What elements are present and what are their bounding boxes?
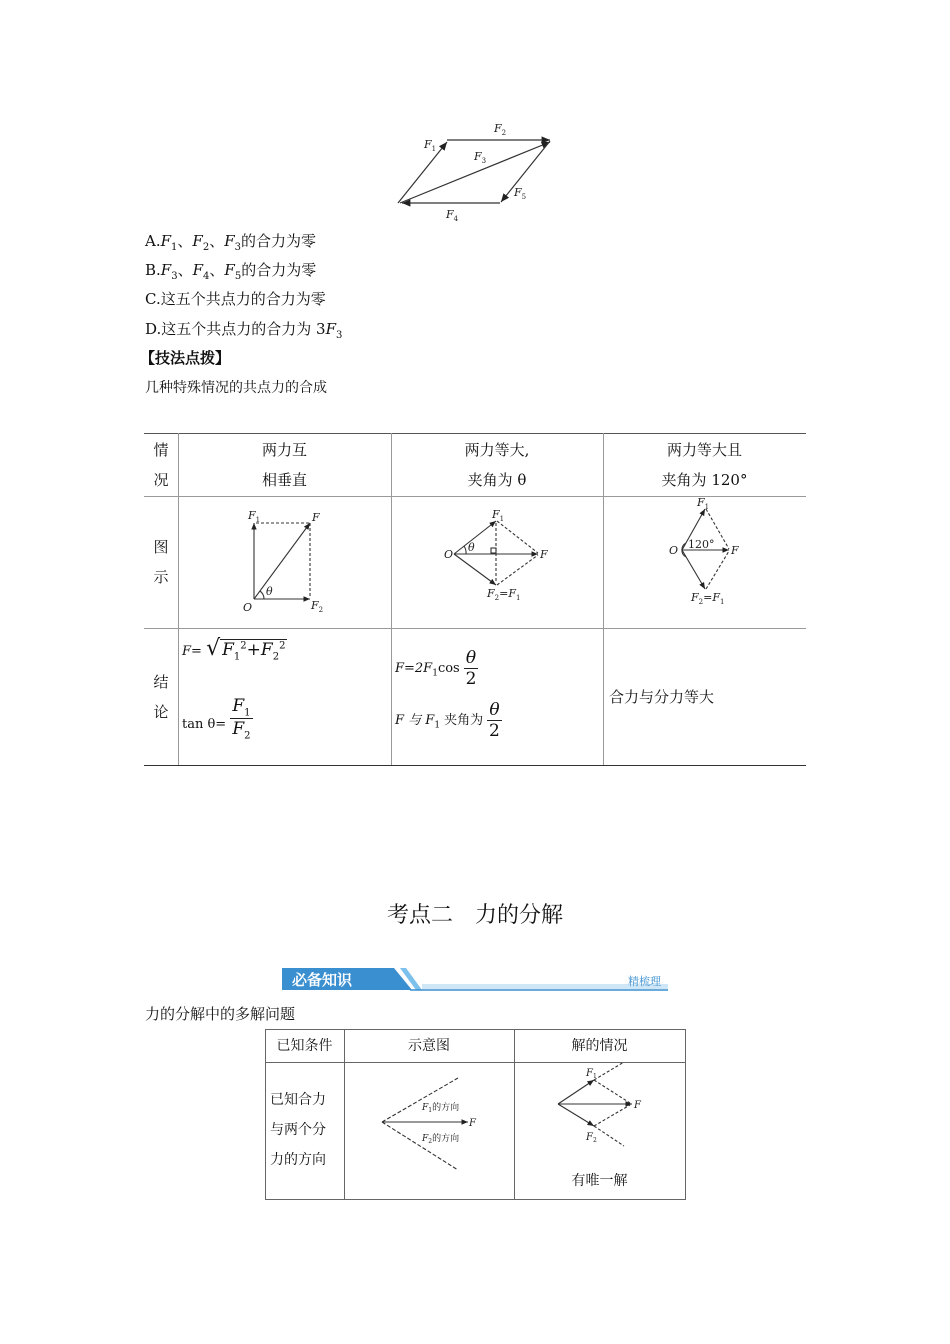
svg-text:F: F — [540, 548, 548, 561]
conclusion-perpendicular-tan: tan θ= $\frac{F_1}{F_2}$ — [182, 696, 251, 742]
figure-equal-120 — [665, 495, 755, 610]
svg-text:120°: 120° — [688, 538, 715, 551]
label-f4: $F_4$ — [446, 208, 459, 223]
svg-text:F: F — [312, 511, 320, 524]
header-condition: 已知条件 — [276, 1038, 333, 1054]
decomposition-intro: 力的分解中的多解问题 — [145, 1005, 296, 1023]
header-diagram: 示意图 — [408, 1038, 450, 1054]
case-equal-120: 两力等大且 夹角为 120° — [661, 441, 748, 489]
svg-text:F2=F1: $F_2=F_1$ — [487, 587, 521, 602]
svg-text:F1: $F_1$ — [586, 1068, 597, 1080]
figure-directions — [376, 1074, 486, 1174]
conclusion-equal-magnitude: $F=2F_1\cos$ $\frac{\theta}{2}$ — [395, 648, 477, 689]
svg-text:F2: $F_2$ — [311, 599, 324, 614]
svg-text:F1: $F_1$ — [248, 509, 261, 524]
option-b: $B.F_3$、$F_4$、$F_5$的合力为零 — [145, 261, 317, 282]
option-d: D.这五个共点力的合力为 $3F_3$ — [145, 320, 343, 341]
label-f3: $F_3$ — [474, 150, 487, 165]
conclusion-equal-120: 合力与分力等大 — [609, 688, 715, 706]
svg-text:F1: $F_1$ — [492, 508, 505, 523]
case-equal-theta: 两力等大, 夹角为 θ — [464, 441, 530, 489]
label-f5: $F_5$ — [514, 186, 527, 201]
row-header-case: 情 况 — [153, 441, 169, 489]
result-text: 有唯一解 — [571, 1173, 628, 1189]
svg-text:必备知识: 必备知识 — [292, 971, 353, 989]
condition-text: 已知合力 与两个分 力的方向 — [270, 1092, 326, 1168]
svg-text:O: O — [243, 601, 253, 614]
row-header-conclusion: 结 论 — [153, 673, 169, 721]
svg-text:F1: $F_1$ — [697, 496, 710, 511]
table1-top-rule — [144, 433, 806, 434]
svg-text:F2: $F_2$ — [586, 1132, 597, 1144]
svg-text:F: F — [731, 544, 739, 557]
conclusion-equal-angle: F 与 $F_1$ 夹角为 $\frac{\theta}{2}$ — [395, 700, 500, 741]
svg-text:θ: θ — [266, 585, 273, 598]
svg-text:精梳理: 精梳理 — [628, 975, 661, 988]
figure-equal-theta — [440, 505, 560, 605]
svg-text:F2=F1: $F_2=F_1$ — [691, 591, 725, 606]
label-f1: $F_1$ — [424, 138, 437, 153]
header-result: 解的情况 — [571, 1038, 628, 1054]
section-title: 考点二 力的分解 — [386, 903, 563, 928]
svg-text:F2的方向: $F_2$的方向 — [422, 1134, 460, 1145]
tip-heading: 【技法点拨】 — [140, 349, 231, 367]
row-header-figure: 图 示 — [153, 538, 169, 586]
figure-perpendicular — [240, 505, 340, 615]
svg-text:O: O — [444, 548, 454, 561]
conclusion-perpendicular-magnitude: F= √ $F_1^2+F_2^2$ — [182, 636, 286, 663]
case-perpendicular: 两力互 相垂直 — [261, 441, 307, 489]
option-a: $A.F_1$、$F_2$、$F_3$的合力为零 — [145, 232, 317, 253]
figure-unique-solution — [552, 1062, 648, 1148]
svg-text:F1的方向: $F_1$的方向 — [422, 1103, 460, 1114]
svg-text:θ: θ — [468, 541, 475, 554]
option-c: C.这五个共点力的合力为零 — [145, 290, 326, 308]
tip-intro: 几种特殊情况的共点力的合成 — [145, 380, 327, 396]
label-f2: $F_2$ — [494, 122, 507, 137]
table1-bottom-rule — [144, 765, 806, 766]
svg-text:F: F — [634, 1100, 641, 1111]
force-polygon-figure — [390, 118, 570, 230]
knowledge-banner — [282, 968, 670, 994]
svg-text:O: O — [669, 544, 679, 557]
svg-text:F: F — [469, 1118, 476, 1129]
